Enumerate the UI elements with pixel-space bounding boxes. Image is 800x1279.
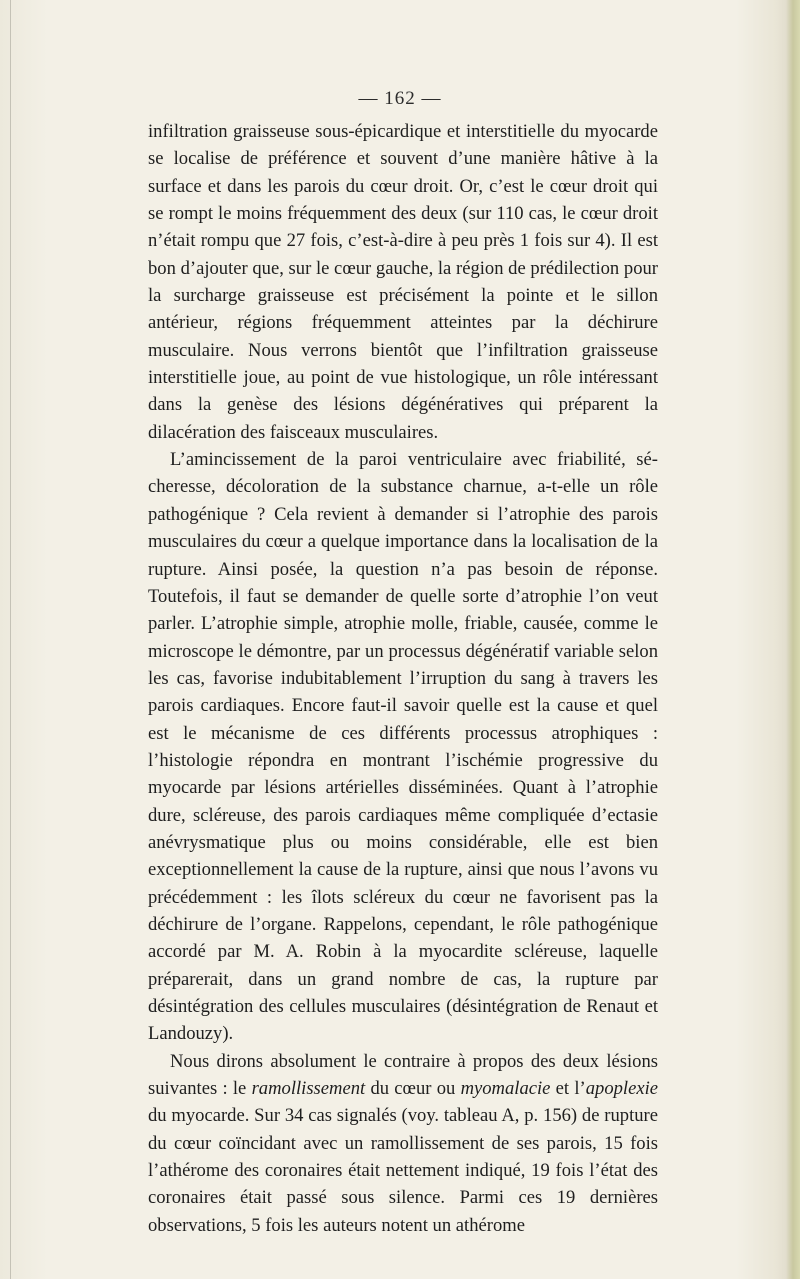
term-ramollissement: ramollissement [251, 1078, 366, 1100]
paragraph-3-text-c: et l’ [550, 1078, 586, 1100]
page-number: — 162 — [358, 88, 442, 109]
page-right-edge [786, 0, 800, 1279]
paragraph-3-text-d: du myocarde. Sur 34 cas signalés (voy. tableau A, p. 156) de rupture du cœur coïncidant avec un ramollissement de ses parois, 15 fois l’athérome des coronaires était nettement indiqué, 19 fois l’état des coronaires était passé sous silence. Parmi ces 19 dernières observations, 5 fois les auteurs notent un athérome [148, 1105, 658, 1236]
page-left-edge [10, 0, 11, 1279]
paragraph-1: infiltration graisseuse sous-épicardique et interstitielle du myocarde se localise de préférence et souvent d’une manière hâtive à la surface et dans les parois du cœur droit. Or, c’est le cœur droit qui se rompt le moins fréquemment des deux (sur 110 cas, le cœur droit n’était rompu que 27 fois, c’est-à-dire à peu près 1 fois sur 4). Il est bon d’ajouter que, sur le cœur gauche, la région de prédilection pour la surcharge graisseuse est précisément la pointe et le sillon antérieur, régions fréquemment atteintes par la déchirure musculaire. Nous verrons bientôt que l’infiltration graisseuse interstitielle joue, au point de vue histologique, un rôle intéressant dans la genèse des lésions dégénératives qui préparent la dilacération des faisceaux musculaires. [148, 121, 658, 443]
term-myomalacie: myomalacie [460, 1078, 551, 1100]
paragraph-3-text-a: Nous dirons absolument le contraire à propos des deux lésions suivantes : le [148, 1050, 658, 1100]
paragraph-2: L’amincissement de la paroi ventriculaire avec friabilité, sécheresse, décoloration de la substance charnue, a-t-elle un rôle pathogénique ? Cela revient à demander si l’atrophie des parois musculaires du cœur a quelque importance dans la localisation de la rupture. Ainsi posée, la question n’a pas besoin de réponse. Toutefois, il faut se demander de quelle sorte d’atrophie l’on veut parler. L’atrophie simple, atrophie molle, friable, causée, comme le microscope le démontre, par un processus dégénératif variable selon les cas, favorise indubitablement l’irruption du sang à travers les parois cardiaques. Encore faut-il savoir quelle est la cause et quel est le mécanisme de ces différents processus atrophiques : l’histologie répondra en montrant l’ischémie progressive du myocarde par lésions artérielles disséminées. Quant à l’atrophie dure, scléreuse, des parois cardiaques même compliquée d’ectasie anévrysmatique plus ou moins considérable, elle est bien exceptionnellement la cause de la rupture, ainsi que nous l’avons vu précédemment : les îlots scléreux du cœur ne favorisent pas la déchirure de l’organe. Rappelons, cependant, le rôle pathogénique accordé par M. A. Robin à la myocardite scléreuse, laquelle préparerait, dans un grand nombre de cas, la rupture par désintégration des cellules musculaires (désintégration de Renaut et Landouzy). [148, 449, 658, 1045]
paragraph-3-text-b: du cœur ou [365, 1078, 461, 1100]
body-text [148, 118, 658, 1239]
paragraph-3 [148, 1048, 658, 1239]
term-apoplexie: apoplexie [585, 1078, 658, 1100]
